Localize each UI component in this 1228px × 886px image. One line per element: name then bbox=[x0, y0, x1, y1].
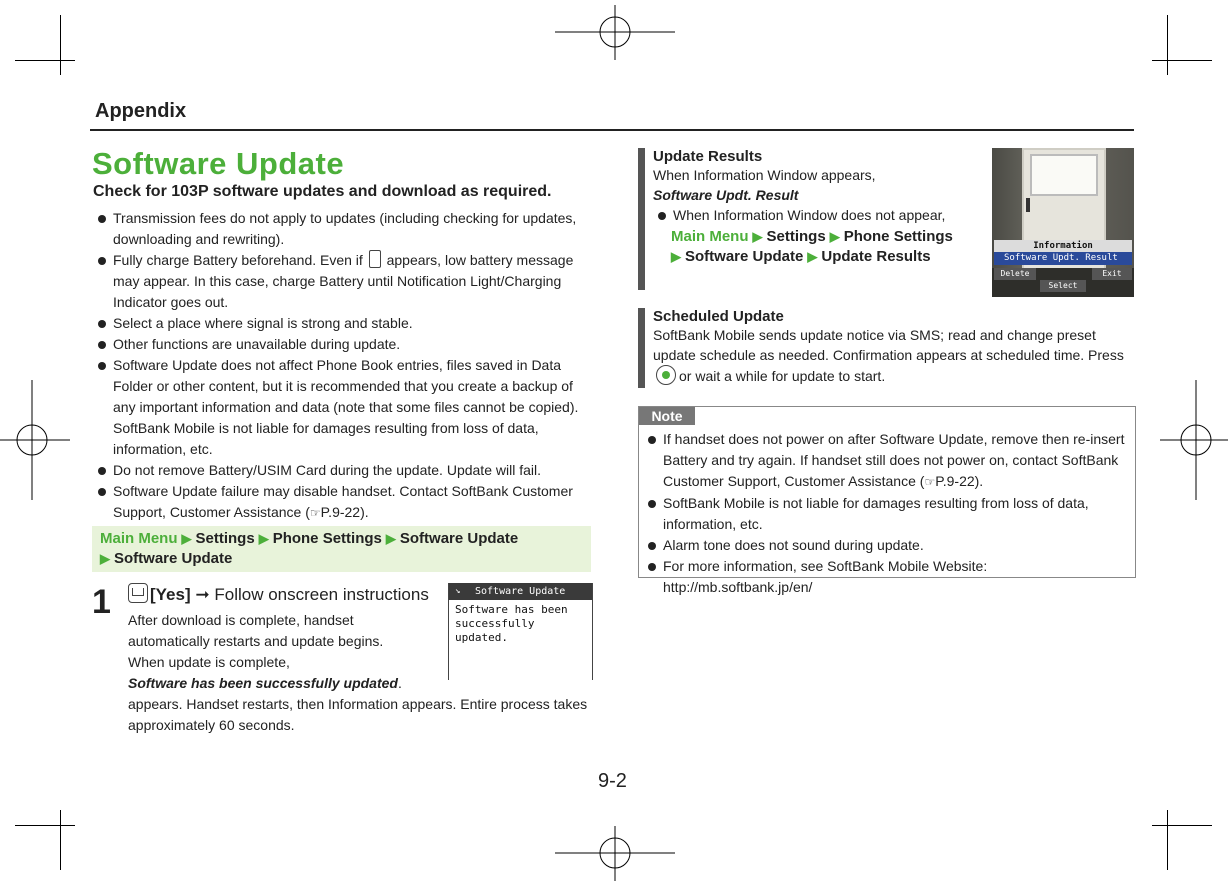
list-item: Software Update does not affect Phone Book entries, files saved in Data Folder or other content, but it is recommended that you create a backup of any important information and data (note that some files cannot be copied). SoftBank Mobile is not liable for damages resulting from loss of data, information, etc. bbox=[93, 355, 593, 460]
menu-settings[interactable]: Settings bbox=[195, 530, 255, 547]
yes-key[interactable]: [Yes] bbox=[150, 585, 191, 604]
list-item: Fully charge Battery beforehand. Even if appears, low battery message may appear. In this case, charge Battery until Notification Light/Charging Indicator goes out. bbox=[93, 250, 593, 313]
mail-key-icon bbox=[128, 583, 148, 603]
list-item: Other functions are unavailable during update. bbox=[93, 334, 593, 355]
caution-list bbox=[93, 208, 593, 524]
menu-main[interactable]: Main Menu bbox=[671, 228, 749, 245]
step-number: 1 bbox=[92, 583, 111, 621]
menu-path-bar bbox=[92, 526, 591, 572]
page-number: 9-2 bbox=[598, 770, 627, 792]
crop-mark bbox=[60, 15, 61, 75]
crop-mark bbox=[1167, 810, 1168, 870]
crop-mark bbox=[1167, 15, 1168, 75]
screen-title-bar: ↘ Software Update bbox=[449, 583, 592, 600]
info-title: Information bbox=[994, 240, 1132, 252]
menu-software-update-item[interactable]: Software Update bbox=[114, 550, 233, 567]
antenna-icon: ↘ bbox=[455, 586, 461, 596]
section-bar bbox=[638, 308, 645, 388]
list-item: Do not remove Battery/USIM Card during the update. Update will fail. bbox=[93, 460, 593, 481]
arrow-icon: ▶ bbox=[829, 229, 840, 244]
update-results-heading: Update Results bbox=[653, 148, 763, 165]
softkey-select[interactable]: Select bbox=[1040, 280, 1086, 292]
info-item[interactable]: Software Updt. Result bbox=[994, 252, 1132, 265]
list-item: When Information Window does not appear, bbox=[653, 205, 973, 226]
arrow-icon: ▶ bbox=[752, 229, 763, 244]
note-box bbox=[638, 406, 1136, 595]
scheduled-update-heading: Scheduled Update bbox=[653, 308, 784, 325]
menu-update-results[interactable]: Update Results bbox=[821, 248, 931, 265]
list-item: Select a place where signal is strong and stable. bbox=[93, 313, 593, 334]
section-label: Appendix bbox=[95, 100, 187, 122]
hand-pointer-icon: ☞ bbox=[309, 506, 321, 520]
list-item: Software Update failure may disable handset. Contact SoftBank Customer Support, Customer Assistance (☞P.9-22). bbox=[93, 481, 593, 524]
registration-mark bbox=[555, 826, 675, 881]
arrow-icon: ▶ bbox=[181, 531, 192, 546]
step-result: Software has been successfully updated. appears. Handset restarts, then Information appears. Entire process takes approximately 60 seconds. bbox=[128, 675, 588, 733]
section-bar bbox=[638, 148, 645, 290]
softkey-exit[interactable]: Exit bbox=[1092, 268, 1132, 280]
page-subtitle: Check for 103P software updates and download as required. bbox=[93, 183, 552, 200]
arrow-icon: ▶ bbox=[807, 249, 818, 264]
crop-mark bbox=[15, 60, 75, 61]
menu-software-update[interactable]: Software Update bbox=[685, 248, 804, 265]
handset-screen-update bbox=[448, 583, 593, 680]
header-rule bbox=[90, 129, 1134, 131]
handset-screen-information bbox=[992, 148, 1134, 297]
registration-mark bbox=[555, 5, 675, 60]
hand-pointer-icon: ☞ bbox=[924, 475, 936, 489]
arrow-icon: ▶ bbox=[671, 249, 681, 264]
arrow-icon: ▶ bbox=[385, 531, 396, 546]
softkey-delete[interactable]: Delete bbox=[994, 268, 1036, 280]
update-results-section: Update Results When Information Window appears, Software Updt. Result When Information Window does not appear, Main Menu ▶ Settings ▶ Phone Settings ▶ Software Update ▶ Update Results bbox=[653, 148, 973, 267]
note-list bbox=[643, 429, 1131, 598]
list-item: Transmission fees do not apply to updates (including checking for updates, downloading and rewriting). bbox=[93, 208, 593, 250]
scheduled-update-section: Scheduled Update SoftBank Mobile sends update notice via SMS; read and change preset update schedule as needed. Confirmation appears at scheduled time. Pressor wait a while for update to start. bbox=[653, 308, 1133, 386]
menu-settings[interactable]: Settings bbox=[766, 228, 826, 245]
page-title: Software Update bbox=[92, 146, 345, 181]
menu-phone-settings[interactable]: Phone Settings bbox=[272, 530, 382, 547]
step-heading: [Yes] ➞ Follow onscreen instructions bbox=[128, 583, 429, 605]
menu-phone-settings[interactable]: Phone Settings bbox=[843, 228, 953, 245]
arrow-icon: ▶ bbox=[258, 531, 269, 546]
crop-mark bbox=[15, 825, 75, 826]
crop-mark bbox=[1152, 60, 1212, 61]
list-item: For more information, see SoftBank Mobile Website: http://mb.softbank.jp/en/ bbox=[643, 556, 1131, 598]
list-item: SoftBank Mobile is not liable for damages resulting from loss of data, information, etc. bbox=[643, 493, 1131, 535]
list-item: Alarm tone does not sound during update. bbox=[643, 535, 1131, 556]
arrow-icon: ▶ bbox=[100, 551, 110, 566]
menu-software-update[interactable]: Software Update bbox=[399, 530, 519, 547]
screen-message: Software has been successfully updated. bbox=[455, 603, 568, 644]
registration-mark bbox=[0, 380, 70, 500]
menu-main[interactable]: Main Menu bbox=[100, 530, 178, 547]
center-key-icon bbox=[656, 365, 676, 385]
crop-mark bbox=[1152, 825, 1212, 826]
note-label: Note bbox=[639, 407, 695, 425]
battery-icon bbox=[369, 250, 381, 268]
crop-mark bbox=[60, 810, 61, 870]
registration-mark bbox=[1160, 380, 1228, 500]
arrow-icon: ➞ bbox=[195, 585, 210, 604]
step-description: After download is complete, handset automatically restarts and update begins. When update is complete, bbox=[128, 612, 384, 670]
list-item: If handset does not power on after Software Update, remove then re-insert Battery and try again. If handset still does not power on, contact SoftBank Customer Support, Customer Assistance (☞P.9-22). bbox=[643, 429, 1131, 493]
